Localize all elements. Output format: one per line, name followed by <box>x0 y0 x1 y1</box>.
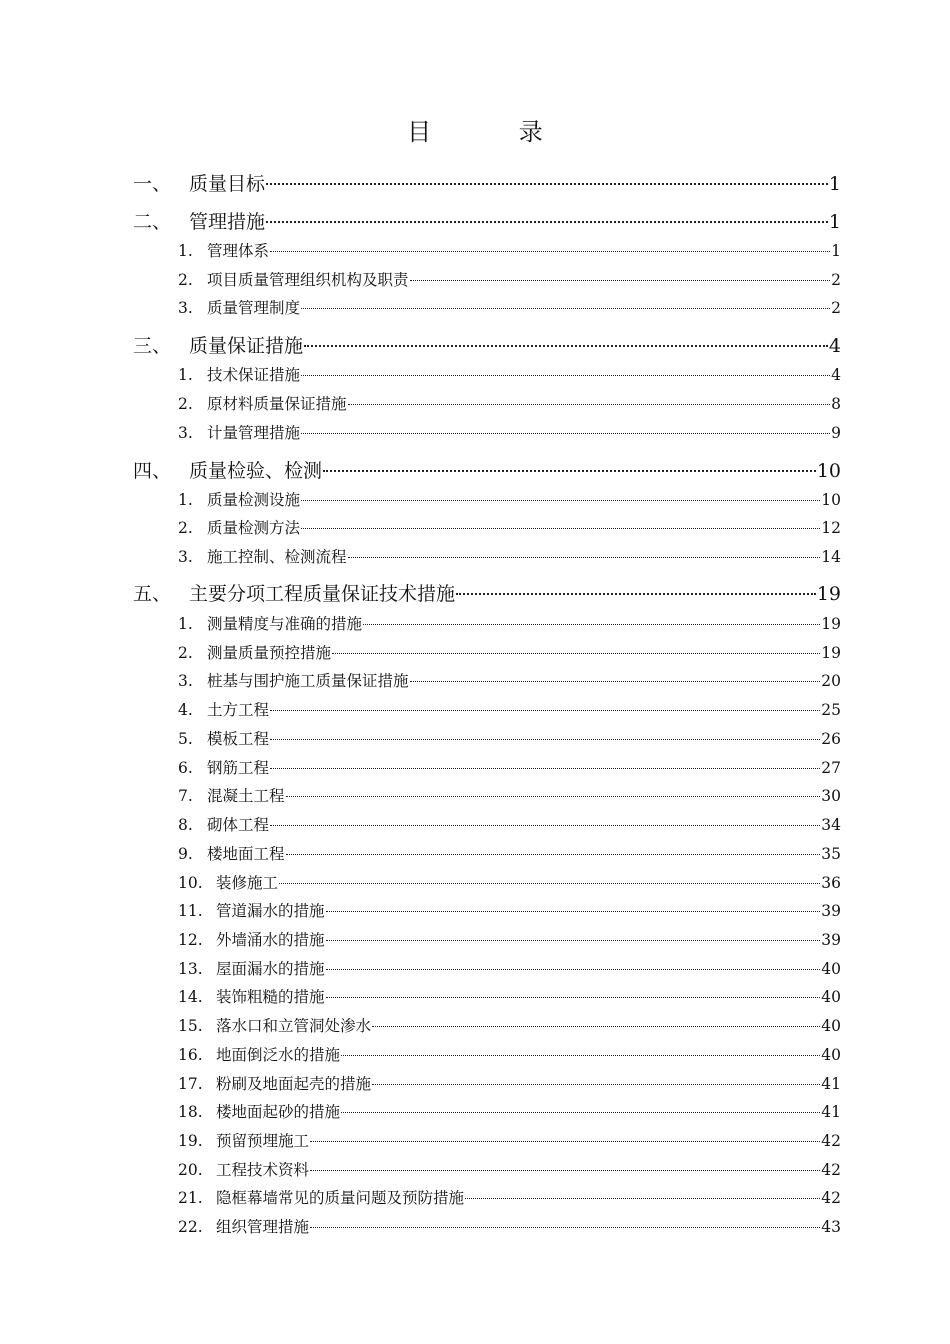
toc-dot-leader <box>372 1026 820 1027</box>
toc-entry-number: 1. <box>178 241 193 260</box>
toc-entry-number: 12. <box>178 930 203 949</box>
toc-entry-label: 模板工程 <box>207 729 270 748</box>
toc-subsection-entry[interactable] <box>178 237 841 266</box>
toc-entry-number: 4. <box>178 700 193 719</box>
toc-page-number: 43 <box>821 1217 841 1236</box>
toc-dot-leader <box>266 221 828 223</box>
toc-dot-leader <box>304 345 828 347</box>
toc-section-entry[interactable] <box>133 165 841 203</box>
toc-dot-leader <box>410 280 831 281</box>
toc-dot-leader <box>348 557 821 558</box>
toc-entry-number: 一、 <box>133 173 172 195</box>
toc-subsection-entry[interactable] <box>178 486 841 515</box>
toc-entry-number: 13. <box>178 959 203 978</box>
toc-page-number: 40 <box>821 959 841 978</box>
toc-subsection-entry[interactable] <box>178 1098 841 1127</box>
toc-section-entry[interactable] <box>133 575 841 613</box>
toc-page-number: 40 <box>821 1016 841 1035</box>
toc-page-number: 2 <box>831 270 841 289</box>
toc-subsection-entry[interactable] <box>178 294 841 323</box>
toc-entry-number: 7. <box>178 786 193 805</box>
toc-page-number: 39 <box>821 930 841 949</box>
toc-entry-number: 五、 <box>133 583 172 605</box>
toc-subsection-entry[interactable] <box>178 266 841 295</box>
toc-subsection-entry[interactable] <box>178 811 841 840</box>
toc-subsection-entry[interactable] <box>178 869 841 898</box>
toc-dot-leader <box>363 624 820 625</box>
toc-entry-number: 二、 <box>133 211 172 233</box>
toc-dot-leader <box>310 1170 820 1171</box>
toc-entry-label: 主要分项工程质量保证技术措施 <box>189 583 456 605</box>
toc-entry-label: 桩基与围护施工质量保证措施 <box>207 671 409 690</box>
toc-entry-label: 技术保证措施 <box>207 365 301 384</box>
toc-subsection-entry[interactable] <box>178 1012 841 1041</box>
toc-subsection-entry[interactable] <box>178 419 841 448</box>
toc-entry-label: 地面倒泛水的措施 <box>216 1045 341 1064</box>
toc-entry-label: 粉刷及地面起壳的措施 <box>216 1074 372 1093</box>
toc-entry-number: 20. <box>178 1160 203 1179</box>
toc-entry-label: 项目质量管理组织机构及职责 <box>207 270 409 289</box>
toc-subsection-entry[interactable] <box>178 610 841 639</box>
toc-entry-number: 四、 <box>133 460 172 482</box>
toc-dot-leader <box>286 796 821 797</box>
toc-page-number: 41 <box>821 1074 841 1093</box>
toc-dot-leader <box>372 1084 820 1085</box>
toc-page-number: 41 <box>821 1102 841 1121</box>
toc-entry-label: 质量检测设施 <box>207 490 301 509</box>
toc-page-number: 34 <box>821 815 841 834</box>
toc-dot-leader <box>270 768 820 769</box>
toc-entry-number: 9. <box>178 844 193 863</box>
toc-page-number: 39 <box>821 901 841 920</box>
toc-page-number: 1 <box>828 173 841 195</box>
toc-subsection-entry[interactable] <box>178 955 841 984</box>
toc-page-number: 42 <box>821 1188 841 1207</box>
toc-entry-number: 19. <box>178 1131 203 1150</box>
toc-subsection-entry[interactable] <box>178 639 841 668</box>
toc-entry-number: 6. <box>178 758 193 777</box>
toc-dot-leader <box>301 375 830 376</box>
toc-entry-number: 5. <box>178 729 193 748</box>
toc-entry-label: 外墙涌水的措施 <box>216 930 325 949</box>
toc-entry-number: 3. <box>178 547 193 566</box>
toc-entry-number: 2. <box>178 394 193 413</box>
toc-entry-number: 2. <box>178 643 193 662</box>
toc-entry-label: 工程技术资料 <box>216 1160 310 1179</box>
toc-page-number: 10 <box>816 460 841 482</box>
toc-entry-number: 17. <box>178 1074 203 1093</box>
toc-entry-label: 组织管理措施 <box>216 1217 310 1236</box>
toc-subsection-entry[interactable] <box>178 725 841 754</box>
toc-dot-leader <box>348 404 831 405</box>
toc-dot-leader <box>270 825 820 826</box>
toc-entry-number: 3. <box>178 298 193 317</box>
toc-dot-leader <box>310 1227 820 1228</box>
toc-dot-leader <box>410 681 821 682</box>
toc-subsection-entry[interactable] <box>178 1127 841 1156</box>
toc-subsection-entry[interactable] <box>178 514 841 543</box>
toc-entry-label: 楼地面工程 <box>207 844 285 863</box>
toc-page-number: 25 <box>821 700 841 719</box>
toc-entry-number: 3. <box>178 671 193 690</box>
toc-dot-leader <box>332 653 820 654</box>
toc-page-number: 4 <box>831 365 841 384</box>
toc-dot-leader <box>301 500 820 501</box>
toc-subsection-entry[interactable] <box>178 696 841 725</box>
toc-entry-number: 3. <box>178 423 193 442</box>
toc-entry-label: 土方工程 <box>207 700 270 719</box>
toc-entry-label: 原材料质量保证措施 <box>207 394 347 413</box>
toc-subsection-entry[interactable] <box>178 1156 841 1185</box>
toc-section-entry[interactable] <box>133 203 841 241</box>
toc-subsection-entry[interactable] <box>178 926 841 955</box>
toc-entry-label: 落水口和立管洞处渗水 <box>216 1016 372 1035</box>
toc-page-number: 4 <box>828 335 841 357</box>
toc-entry-label: 屋面漏水的措施 <box>216 959 325 978</box>
toc-entry-label: 质量目标 <box>189 173 266 195</box>
toc-entry-number: 11. <box>178 901 203 920</box>
toc-dot-leader <box>279 883 820 884</box>
toc-entry-label: 管理措施 <box>189 211 266 233</box>
toc-dot-leader <box>270 251 830 252</box>
toc-page-number: 42 <box>821 1131 841 1150</box>
toc-subsection-entry[interactable] <box>178 897 841 926</box>
toc-dot-leader <box>341 1055 820 1056</box>
toc-entry-label: 楼地面起砂的措施 <box>216 1102 341 1121</box>
toc-entry-number: 1. <box>178 365 193 384</box>
toc-dot-leader <box>270 710 820 711</box>
toc-entry-number: 14. <box>178 987 203 1006</box>
toc-page-number: 40 <box>821 987 841 1006</box>
toc-page-number: 12 <box>821 518 841 537</box>
toc-entry-label: 质量保证措施 <box>189 335 304 357</box>
toc-entry-label: 装饰粗糙的措施 <box>216 987 325 1006</box>
toc-subsection-entry[interactable] <box>178 390 841 419</box>
toc-page-number: 9 <box>831 423 841 442</box>
toc-dot-leader <box>456 593 816 595</box>
toc-page-number: 36 <box>821 873 841 892</box>
toc-entry-label: 质量检验、检测 <box>189 460 323 482</box>
toc-subsection-entry[interactable] <box>178 361 841 390</box>
toc-dot-leader <box>326 940 821 941</box>
toc-dot-leader <box>301 433 830 434</box>
toc-page-number: 1 <box>828 211 841 233</box>
toc-page-number: 2 <box>831 298 841 317</box>
toc-subsection-entry[interactable] <box>178 782 841 811</box>
toc-page-number: 42 <box>821 1160 841 1179</box>
toc-entry-number: 8. <box>178 815 193 834</box>
toc-entry-number: 18. <box>178 1102 203 1121</box>
toc-entry-number: 1. <box>178 490 193 509</box>
toc-page-number: 35 <box>821 844 841 863</box>
toc-entry-label: 质量检测方法 <box>207 518 301 537</box>
toc-entry-label: 装修施工 <box>216 873 279 892</box>
toc-entry-label: 钢筋工程 <box>207 758 270 777</box>
toc-dot-leader <box>270 739 820 740</box>
toc-section-entry[interactable] <box>133 452 841 490</box>
toc-page-number: 40 <box>821 1045 841 1064</box>
toc-entry-number: 21. <box>178 1188 203 1207</box>
toc-subsection-entry[interactable] <box>178 543 841 572</box>
toc-page-number: 10 <box>821 490 841 509</box>
toc-dot-leader <box>323 470 816 472</box>
toc-dot-leader <box>266 183 828 185</box>
toc-entry-number: 2. <box>178 518 193 537</box>
toc-entry-label: 测量质量预控措施 <box>207 643 332 662</box>
toc-subsection-entry[interactable] <box>178 1070 841 1099</box>
toc-dot-leader <box>326 997 821 998</box>
toc-entry-label: 质量管理制度 <box>207 298 301 317</box>
toc-dot-leader <box>310 1141 820 1142</box>
toc-page-number: 19 <box>816 583 841 605</box>
toc-dot-leader <box>286 854 821 855</box>
toc-entry-label: 测量精度与准确的措施 <box>207 614 363 633</box>
toc-dot-leader <box>301 308 830 309</box>
toc-subsection-entry[interactable] <box>178 840 841 869</box>
toc-entry-label: 砌体工程 <box>207 815 270 834</box>
toc-entry-label: 预留预埋施工 <box>216 1131 310 1150</box>
toc-page-number: 8 <box>831 394 841 413</box>
toc-entry-number: 三、 <box>133 335 172 357</box>
toc-dot-leader <box>465 1198 820 1199</box>
toc-page-number: 30 <box>821 786 841 805</box>
toc-entry-label: 施工控制、检测流程 <box>207 547 347 566</box>
page-title: 目 录 <box>407 118 583 146</box>
toc-entry-number: 15. <box>178 1016 203 1035</box>
toc-entry-number: 2. <box>178 270 193 289</box>
toc-entry-number: 16. <box>178 1045 203 1064</box>
toc-subsection-entry[interactable] <box>178 1184 841 1213</box>
toc-subsection-entry[interactable] <box>178 983 841 1012</box>
toc-dot-leader <box>326 969 821 970</box>
toc-entry-label: 管理体系 <box>207 241 270 260</box>
toc-entry-number: 22. <box>178 1217 203 1236</box>
toc-dot-leader <box>326 911 821 912</box>
toc-entry-label: 混凝土工程 <box>207 786 285 805</box>
toc-entry-label: 计量管理措施 <box>207 423 301 442</box>
toc-page-number: 14 <box>821 547 841 566</box>
toc-entry-label: 管道漏水的措施 <box>216 901 325 920</box>
toc-page-number: 26 <box>821 729 841 748</box>
toc-subsection-entry[interactable] <box>178 1213 841 1242</box>
toc-subsection-entry[interactable] <box>178 667 841 696</box>
toc-page-number: 27 <box>821 758 841 777</box>
toc-page-number: 19 <box>821 643 841 662</box>
toc-subsection-entry[interactable] <box>178 1041 841 1070</box>
toc-entry-number: 10. <box>178 873 203 892</box>
toc-page-number: 1 <box>831 241 841 260</box>
toc-entry-label: 隐框幕墙常见的质量问题及预防措施 <box>216 1188 465 1207</box>
toc-dot-leader <box>301 528 820 529</box>
toc-page-number: 20 <box>821 671 841 690</box>
toc-subsection-entry[interactable] <box>178 754 841 783</box>
toc-dot-leader <box>341 1112 820 1113</box>
toc-entry-number: 1. <box>178 614 193 633</box>
toc-page-number: 19 <box>821 614 841 633</box>
toc-section-entry[interactable] <box>133 327 841 365</box>
